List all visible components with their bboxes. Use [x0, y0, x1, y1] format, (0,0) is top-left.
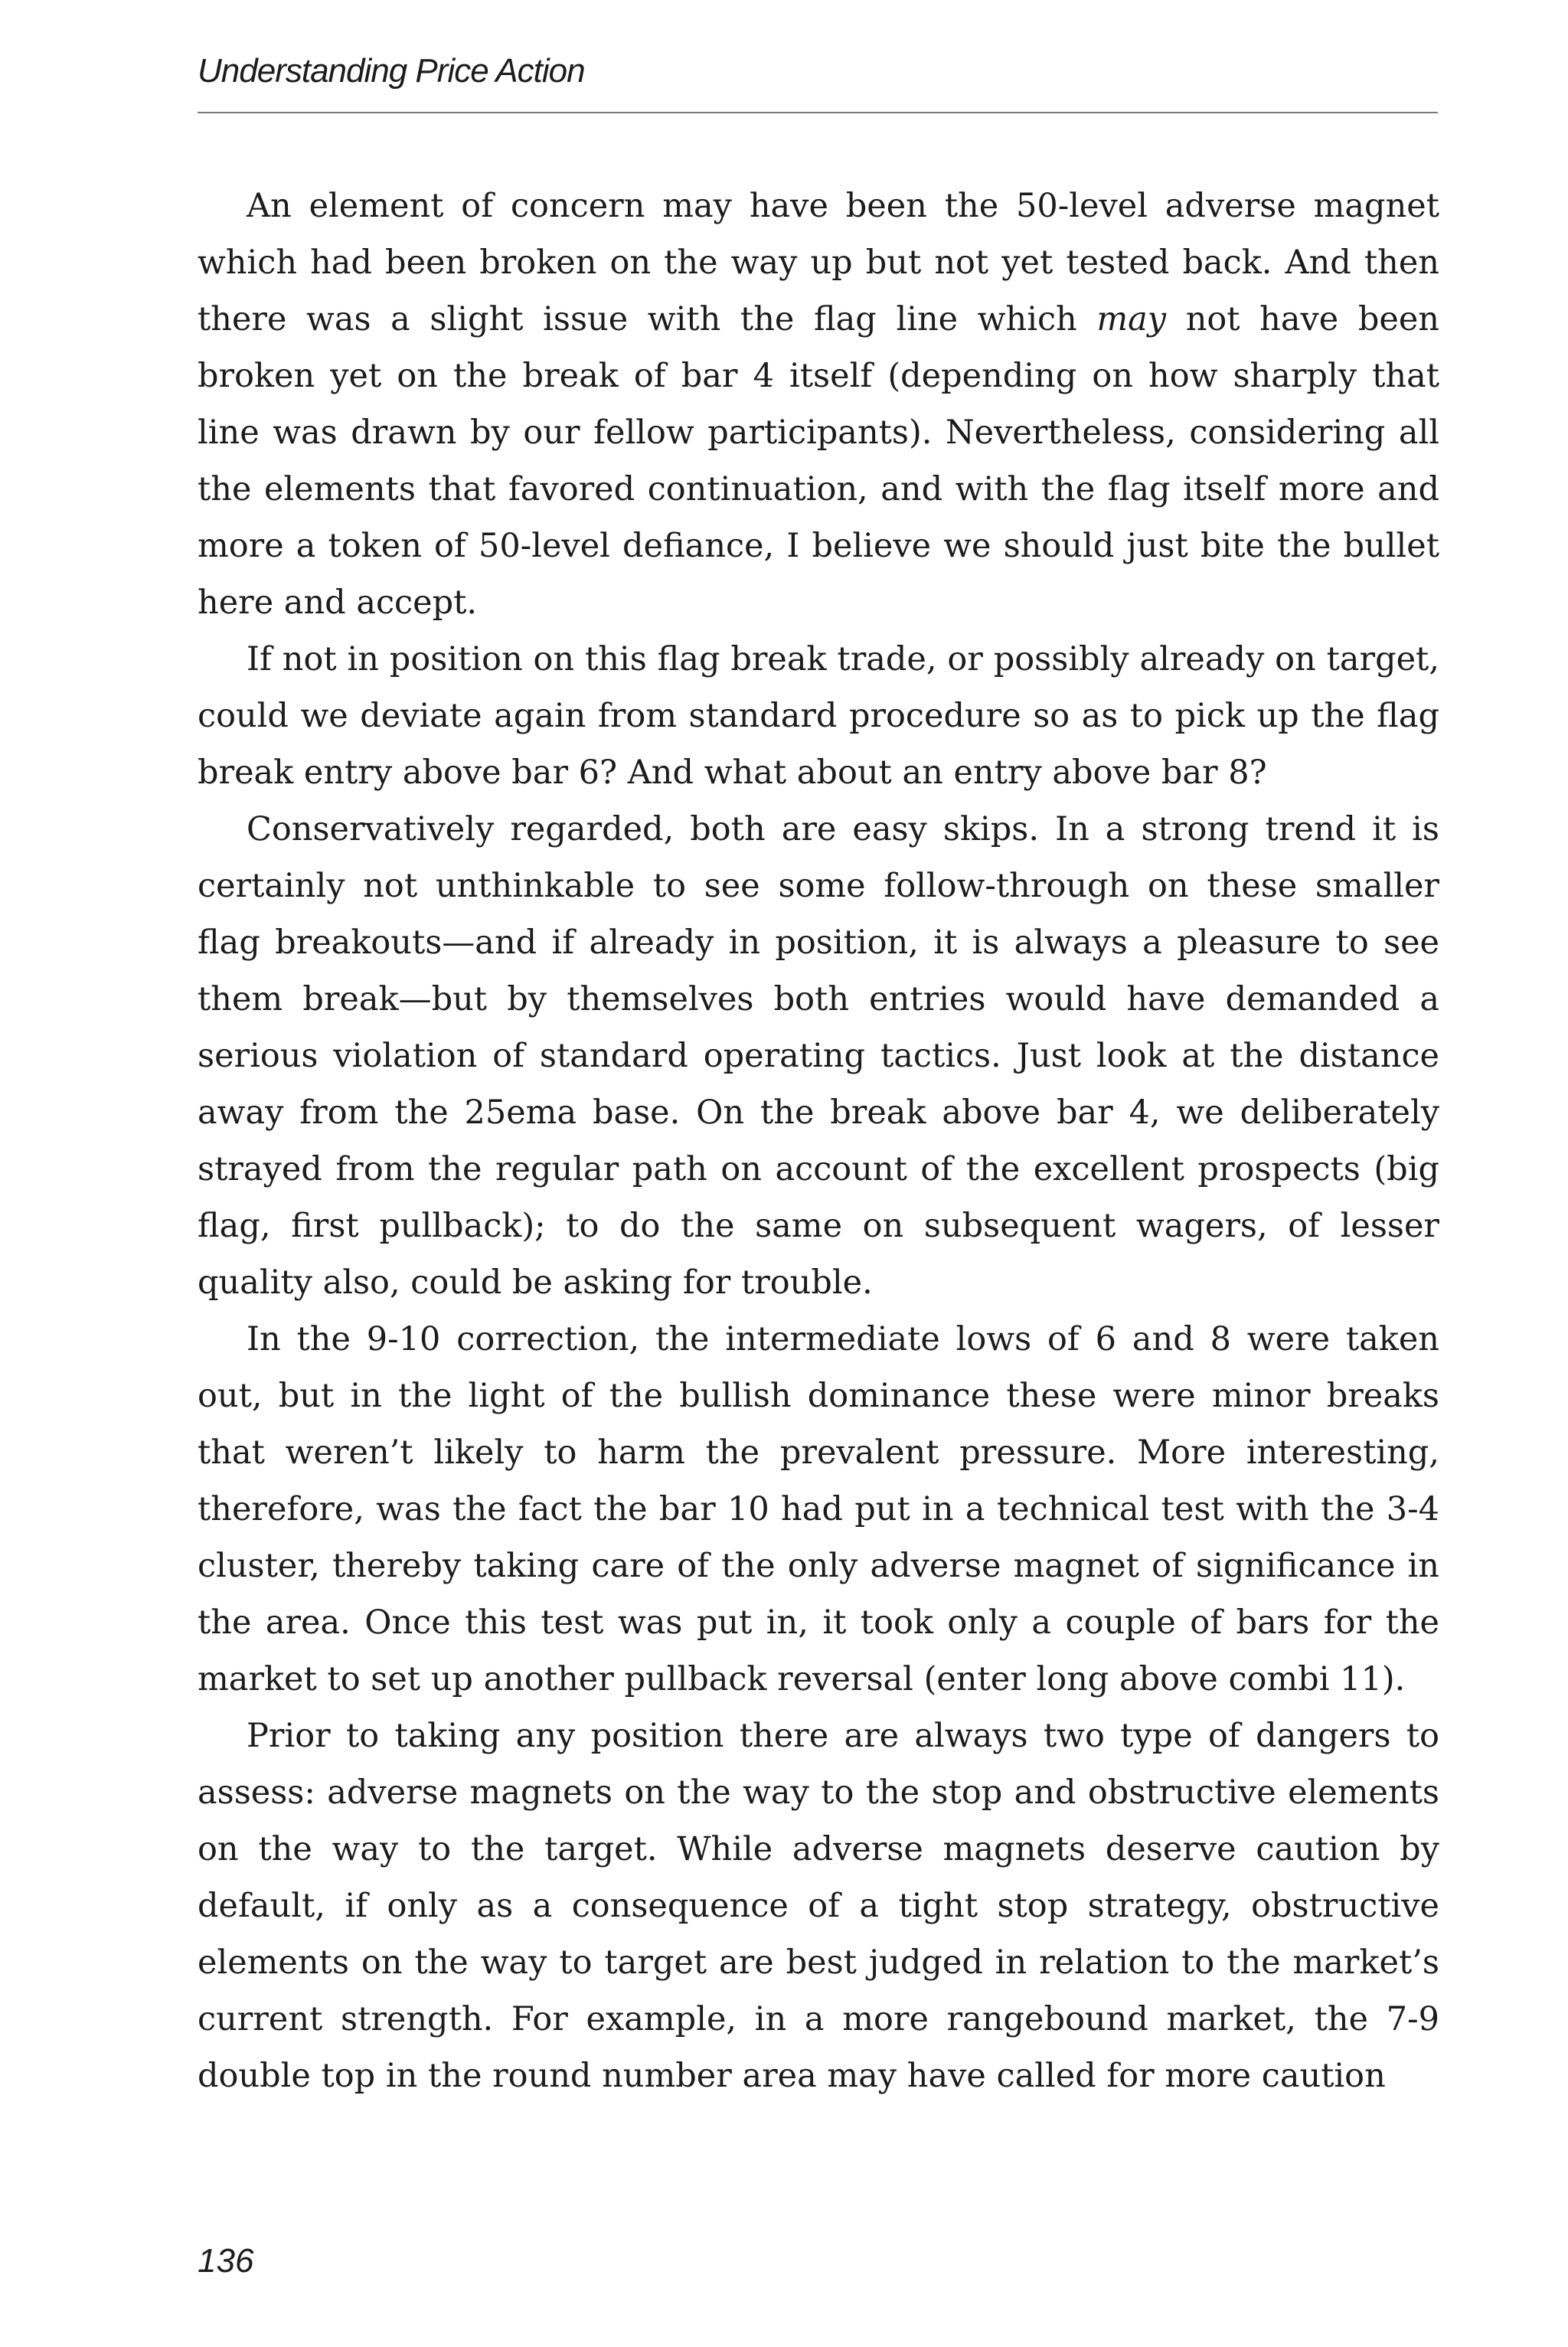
paragraph-1-part-b: not have been broken yet on the break of bar 4 itself (depending on how sharply that line was drawn by our fellow participants). Nevertheless, considering all the elements that favored continuation, and with the flag itself more and more a token of 50-level defiance, I believe we should just bite the bullet here and accept.	[198, 300, 1439, 622]
paragraph-1-part-a: An element of concern may have been the 50-level adverse magnet which had been broken on the way up but not yet tested back. And then there was a slight issue with the flag line which	[198, 187, 1439, 338]
body-text	[198, 178, 1439, 2104]
emphasis-may: may	[1096, 300, 1167, 338]
page-number: 136	[198, 2242, 254, 2280]
header-rule	[198, 112, 1438, 113]
paragraph-4: In the 9-10 correction, the intermediate lows of 6 and 8 were taken out, but in the light of the bullish dominance these were minor breaks that weren’t likely to harm the prevalent pressure. More interesting, therefore, was the fact the bar 10 had put in a technical test with the 3-4 cluster, thereby taking care of the only adverse magnet of significance in the area. Once this test was put in, it took only a couple of bars for the market to set up another pullback reversal (enter long above combi 11).	[198, 1320, 1439, 1698]
paragraph-1	[198, 178, 1439, 631]
paragraph-3: Conservatively regarded, both are easy skips. In a strong trend it is certainly not unthinkable to see some follow-through on these smaller flag breakouts—and if already in position, it is always a pleasure to see them break—but by themselves both entries would have demanded a serious violation of standard operating tactics. Just look at the distance away from the 25ema base. On the break above bar 4, we deliberately strayed from the regular path on account of the excellent prospects (big flag, first pullback); to do the same on subsequent wagers, of lesser quality also, could be asking for trouble.	[198, 810, 1439, 1302]
paragraph-5: Prior to taking any position there are always two type of dangers to assess: adverse magnets on the way to the stop and obstructive elements on the way to the target. While adverse magnets deserve caution by default, if only as a consequence of a tight stop strategy, obstructive elements on the way to target are best judged in relation to the market’s current strength. For example, in a more rangebound market, the 7-9 double top in the round number area may have called for more caution	[198, 1717, 1439, 2095]
paragraph-2: If not in position on this flag break trade, or possibly already on target, could we deviate again from standard procedure so as to pick up the flag break entry above bar 6? And what about an entry above bar 8?	[198, 640, 1439, 792]
running-head: Understanding Price Action	[198, 52, 585, 90]
